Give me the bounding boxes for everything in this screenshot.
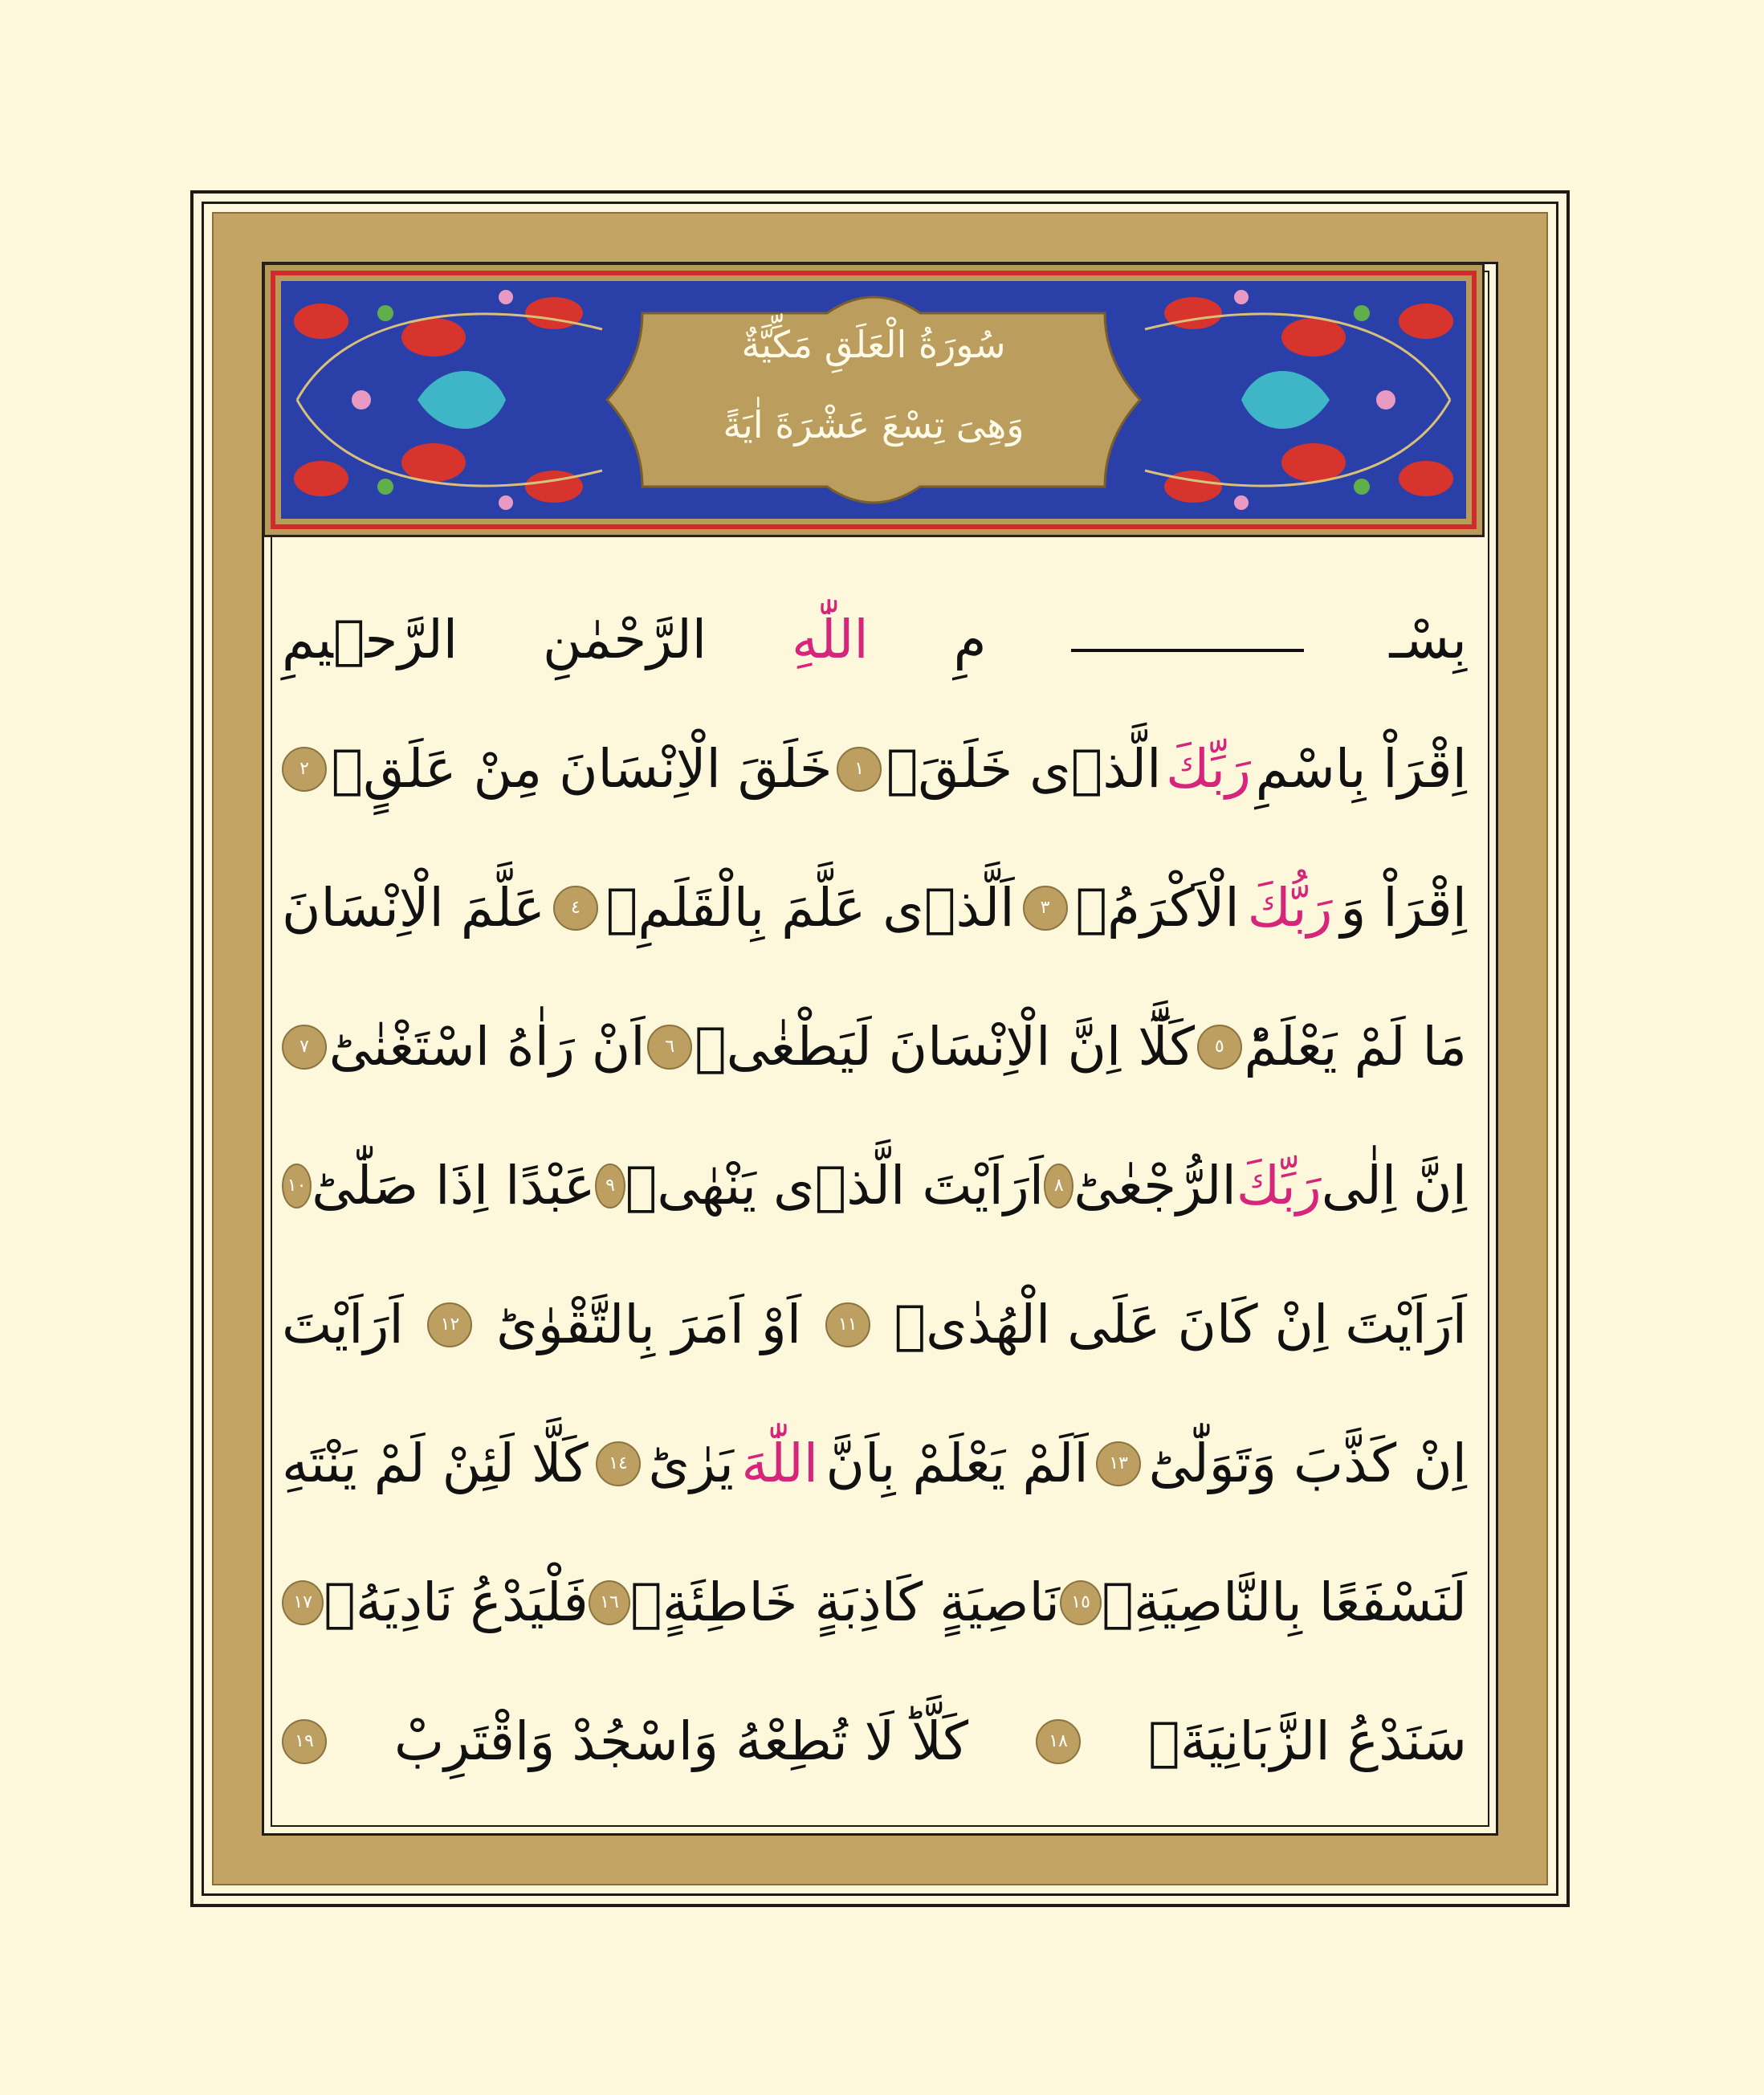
verse-number-marker: ٥ — [1197, 1025, 1242, 1070]
verse-text: اَرَاَيْتَ اِنْ كَانَ عَلَى الْهُدٰىۙ — [894, 1294, 1467, 1355]
divine-name: اللّٰهِ — [792, 608, 869, 670]
verse-line — [282, 1672, 1467, 1811]
verse-text: اَنْ رَاٰهُ اسْتَغْنٰىؕ — [328, 1016, 646, 1078]
divine-name: اللّٰهَ — [741, 1433, 819, 1494]
verse-text: عَبْدًا اِذَا صَلّٰىؕ — [312, 1155, 596, 1217]
verse-number-marker: ٧ — [282, 1025, 327, 1070]
verse-text: الَّذ۪ى خَلَقَۚ — [886, 738, 1162, 800]
verse-text: اَلَّذ۪ى عَلَّمَ بِالْقَلَمِۙ — [605, 877, 1015, 939]
verse-number-marker: ١٥ — [1060, 1580, 1102, 1625]
verse-text: اِقْرَاْ بِاسْمِ — [1255, 738, 1467, 800]
divine-name: رَبِّكَ — [1236, 1155, 1322, 1217]
verse-text: لَنَسْفَعًا بِالنَّاصِيَةِۙ — [1102, 1571, 1467, 1633]
verse-line — [282, 1116, 1467, 1255]
verse-number-marker: ١٨ — [1036, 1719, 1081, 1764]
divine-name: رَبِّكَ — [1166, 738, 1251, 800]
verse-text: مِ — [953, 608, 987, 670]
basmala-kashida — [1071, 649, 1304, 652]
surah-subtitle: وَهِىَ تِسْعَ عَشْرَةَ اٰيَةً — [723, 403, 1025, 446]
verse-number-marker: ١١ — [825, 1302, 870, 1347]
verse-text: الرَّح۪يمِ — [282, 608, 458, 670]
verse-number-marker: ١٦ — [589, 1580, 630, 1625]
verse-text: اَرَاَيْتَ الَّذ۪ى يَنْهٰىۙ — [625, 1155, 1045, 1217]
verse-number-marker: ١٢ — [427, 1302, 472, 1347]
basmala-line — [282, 579, 1467, 699]
verse-number-marker: ٢ — [282, 747, 327, 792]
verse-text: نَاصِيَةٍ كَاذِبَةٍ خَاطِئَةٍۚ — [630, 1571, 1060, 1633]
verse-number-marker: ١٩ — [282, 1719, 327, 1764]
verse-number-marker: ٩ — [595, 1164, 625, 1208]
verse-text: كَلَّاؕ لَا تُطِعْهُ وَاسْجُدْ وَاقْتَرِبْ — [394, 1710, 969, 1772]
verse-text-area — [282, 579, 1467, 1811]
verse-number-marker: ١٠ — [282, 1164, 312, 1208]
verse-text: اِنْ كَذَّبَ وَتَوَلّٰىؕ — [1148, 1433, 1467, 1494]
verse-text: اَرَاَيْتَ — [282, 1294, 404, 1355]
verse-line — [282, 1394, 1467, 1533]
verse-text: الْاَكْرَمُۙ — [1075, 877, 1240, 939]
verse-number-marker: ٣ — [1023, 886, 1068, 931]
verse-number-marker: ٤ — [553, 886, 598, 931]
verse-text: خَلَقَ الْاِنْسَانَ مِنْ عَلَقٍۚ — [331, 738, 833, 800]
verse-text: عَلَّمَ الْاِنْسَانَ — [282, 877, 545, 939]
verse-text: الرُّجْعٰىؕ — [1073, 1155, 1236, 1217]
verse-number-marker: ٨ — [1044, 1164, 1073, 1208]
verse-text: اَلَمْ يَعْلَمْ بِاَنَّ — [825, 1433, 1089, 1494]
verse-text: يَرٰىؕ — [648, 1433, 734, 1494]
verse-line — [282, 1533, 1467, 1672]
verse-line — [282, 977, 1467, 1116]
verse-text: فَلْيَدْعُ نَادِيَهُۙ — [324, 1571, 589, 1633]
verse-line — [282, 838, 1467, 977]
surah-title: سُورَةُ الْعَلَقِ مَكِّيَّةٌ — [741, 323, 1006, 366]
verse-text: مَا لَمْ يَعْلَمْؕ — [1244, 1016, 1467, 1078]
verse-number-marker: ٦ — [647, 1025, 692, 1070]
verse-text: الرَّحْمٰنِ — [543, 608, 707, 670]
surah-header — [263, 263, 1485, 537]
verse-line — [282, 699, 1467, 838]
page-frame — [190, 190, 1570, 1907]
verse-text: اَوْ اَمَرَ بِالتَّقْوٰىؕ — [496, 1294, 802, 1355]
verse-number-marker: ١٧ — [282, 1580, 324, 1625]
header-cartouche — [642, 313, 1105, 491]
verse-line — [282, 1255, 1467, 1394]
verse-number-marker: ١٣ — [1096, 1441, 1141, 1486]
verse-number-marker: ١ — [837, 747, 882, 792]
verse-text: بِسْـ — [1389, 608, 1467, 670]
verse-number-marker: ١٤ — [596, 1441, 641, 1486]
divine-name: رَبُّكَ — [1247, 877, 1333, 939]
verse-text: اِقْرَاْ وَ — [1340, 877, 1467, 939]
verse-text: سَنَدْعُ الزَّبَانِيَةَۙ — [1148, 1710, 1467, 1772]
verse-text: اِنَّ اِلٰى — [1321, 1155, 1467, 1217]
verse-text: كَلَّٓا اِنَّ الْاِنْسَانَ لَيَطْغٰىۙ — [695, 1016, 1196, 1078]
verse-text: كَلَّا لَئِنْ لَمْ يَنْتَهِ — [282, 1433, 589, 1494]
